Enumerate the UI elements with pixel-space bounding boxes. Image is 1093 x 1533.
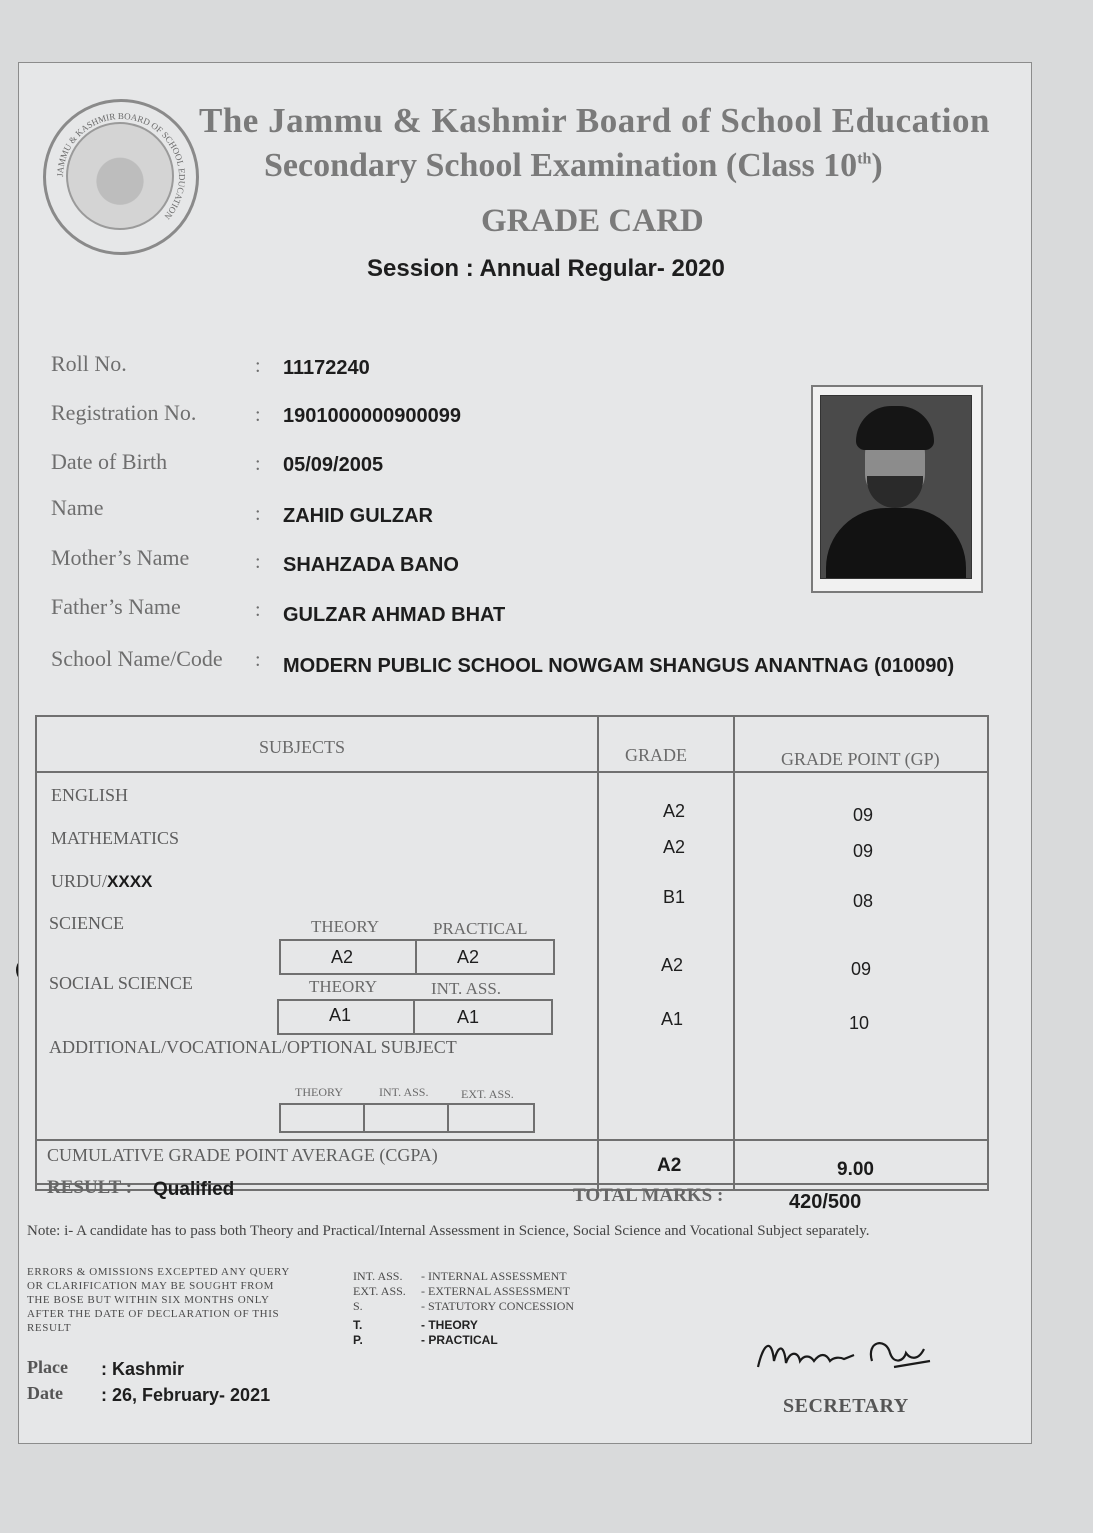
colon: : xyxy=(255,453,261,475)
card-title: GRADE CARD xyxy=(481,203,704,239)
social-intass-grade: A1 xyxy=(457,1007,480,1027)
portrait-beard xyxy=(867,476,923,508)
subject-additional: ADDITIONAL/VOCATIONAL/OPTIONAL SUBJECT xyxy=(49,1037,457,1057)
errors-disclaimer: ERRORS & OMISSIONS EXCEPTED ANY QUERY OR CLARIFICATION MAY BE SOUGHT FROM THE BOSE BUT WITHIN SIX MONTHS ONLY AFTER THE DATE OF DECLARATION OF THIS RESULT xyxy=(27,1266,290,1334)
science-practical-grade: A2 xyxy=(457,947,480,967)
subjects-header: SUBJECTS xyxy=(259,737,346,757)
gp-header: GRADE POINT (GP) xyxy=(781,749,940,769)
portrait-torso xyxy=(826,508,966,579)
additional-split-divider xyxy=(447,1103,449,1131)
abbr-item: INT. ASS. - INTERNAL ASSESSMENT xyxy=(353,1269,567,1283)
roll-no-label: Roll No. xyxy=(51,351,127,376)
result-label: RESULT : xyxy=(47,1177,133,1198)
total-marks-value: 420/500 xyxy=(789,1191,862,1213)
name-value: ZAHID GULZAR xyxy=(283,505,433,527)
date-label: Date xyxy=(27,1383,63,1403)
header-divider xyxy=(35,771,987,773)
gp-science: 09 xyxy=(851,959,872,979)
subject-urdu: URDU/XXXX xyxy=(51,871,153,891)
exam-name: Secondary School Examination (Class 10th) xyxy=(264,147,883,184)
mother-name-label: Mother’s Name xyxy=(51,545,190,570)
gp-english: 09 xyxy=(853,805,874,825)
grade-science: A2 xyxy=(661,955,684,975)
colon: : xyxy=(255,599,261,621)
pass-note: Note: i- A candidate has to pass both Theory and Practical/Internal Assessment in Science, Social Science and Vocational Subject separately. xyxy=(27,1223,870,1239)
science-theory-grade: A2 xyxy=(331,947,354,967)
secretary-label: SECRETARY xyxy=(783,1395,909,1417)
abbr-item: T. - THEORY xyxy=(353,1318,478,1332)
roll-no-value: 11172240 xyxy=(283,357,370,379)
colon: : xyxy=(255,649,261,671)
secretary-signature xyxy=(754,1331,934,1381)
science-split-box xyxy=(279,939,555,975)
cgpa-label: CUMULATIVE GRADE POINT AVERAGE (CGPA) xyxy=(47,1145,438,1165)
additional-intass-header: INT. ASS. xyxy=(379,1085,429,1099)
father-name-label: Father’s Name xyxy=(51,594,181,619)
grade-header: GRADE xyxy=(625,745,687,765)
column-divider xyxy=(597,717,599,1189)
additional-split-box xyxy=(279,1103,535,1133)
cgpa-divider xyxy=(35,1139,987,1141)
cgpa-value: 9.00 xyxy=(837,1159,874,1180)
science-theory-header: THEORY xyxy=(311,917,379,936)
social-intass-header: INT. ASS. xyxy=(431,979,502,998)
subject-science: SCIENCE xyxy=(49,913,125,933)
additional-theory-header: THEORY xyxy=(295,1085,343,1099)
father-name-value: GULZAR AHMAD BHAT xyxy=(283,604,506,626)
gp-mathematics: 09 xyxy=(853,841,874,861)
result-value: Qualified xyxy=(153,1179,235,1200)
date-value: : 26, February- 2021 xyxy=(101,1385,271,1405)
abbreviations-legend xyxy=(353,1269,574,1348)
mother-name-value: SHAHZADA BANO xyxy=(283,554,459,576)
science-practical-header: PRACTICAL xyxy=(433,919,528,938)
subject-mathematics: MATHEMATICS xyxy=(51,828,180,848)
grade-card-sheet xyxy=(18,62,1032,1444)
registration-no-value: 1901000000900099 xyxy=(283,405,461,427)
portrait-image xyxy=(820,395,972,579)
grade-mathematics: A2 xyxy=(663,837,686,857)
colon: : xyxy=(255,404,261,426)
grade-urdu: B1 xyxy=(663,887,686,907)
science-split-divider xyxy=(415,939,417,973)
board-seal-icon xyxy=(43,99,199,255)
social-split-box xyxy=(277,999,553,1035)
portrait-hair xyxy=(856,406,934,450)
place-value: : Kashmir xyxy=(101,1359,185,1379)
dob-value: 05/09/2005 xyxy=(283,454,384,476)
grade-social-science: A1 xyxy=(661,1009,684,1029)
social-theory-header: THEORY xyxy=(309,977,377,996)
additional-split-divider xyxy=(363,1103,365,1131)
cgpa-grade: A2 xyxy=(657,1155,682,1176)
board-name: The Jammu & Kashmir Board of School Education xyxy=(199,101,990,140)
social-split-divider xyxy=(413,999,415,1033)
colon: : xyxy=(255,503,261,525)
place-label: Place xyxy=(27,1357,68,1377)
colon: : xyxy=(255,551,261,573)
student-photo xyxy=(811,385,983,593)
social-theory-grade: A1 xyxy=(329,1005,352,1025)
name-label: Name xyxy=(51,495,104,520)
gp-social-science: 10 xyxy=(849,1013,870,1033)
abbr-item: P. - PRACTICAL xyxy=(353,1333,498,1347)
abbr-item: EXT. ASS. - EXTERNAL ASSESSMENT xyxy=(353,1284,570,1298)
subject-social-science: SOCIAL SCIENCE xyxy=(49,973,193,993)
column-divider xyxy=(733,717,735,1189)
seal-ring-text xyxy=(46,102,196,252)
total-marks-label: TOTAL MARKS : xyxy=(573,1185,724,1206)
school-value: MODERN PUBLIC SCHOOL NOWGAM SHANGUS ANANTNAG (010090) xyxy=(283,655,955,677)
additional-extass-header: EXT. ASS. xyxy=(461,1087,514,1101)
registration-no-label: Registration No. xyxy=(51,400,197,425)
grade-english: A2 xyxy=(663,801,686,821)
gp-urdu: 08 xyxy=(853,891,874,911)
school-label: School Name/Code xyxy=(51,646,223,671)
svg-text:JAMMU & KASHMIR BOARD OF SCHOO: JAMMU & KASHMIR BOARD OF SCHOOL EDUCATION xyxy=(54,110,188,222)
subject-english: ENGLISH xyxy=(51,785,128,805)
session-title: Session : Annual Regular- 2020 xyxy=(367,255,725,282)
colon: : xyxy=(255,355,261,377)
abbr-item: S. - STATUTORY CONCESSION xyxy=(353,1299,575,1313)
dob-label: Date of Birth xyxy=(51,449,168,474)
